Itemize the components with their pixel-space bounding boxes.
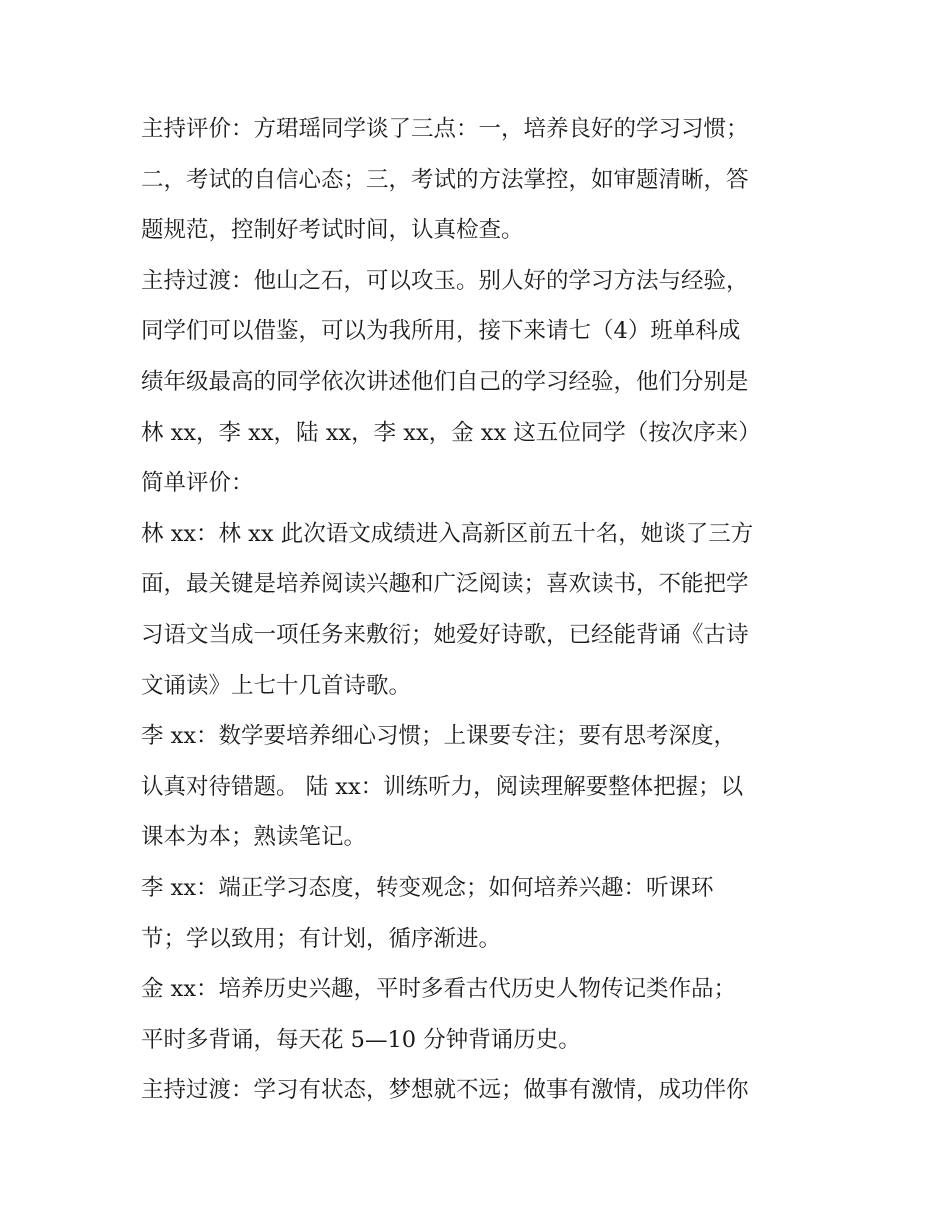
text-line: 林 xx：林 xx 此次语文成绩进入高新区前五十名，她谈了三方 [141, 520, 754, 547]
text-line: 课本为本；熟读笔记。 [141, 824, 367, 851]
text-line: 简单评价： [141, 470, 254, 497]
text-line: 题规范，控制好考试时间，认真检查。 [141, 217, 524, 244]
text-line: 主持过渡：学习有状态，梦想就不远；做事有激情，成功伴你 [141, 1077, 749, 1104]
text-line: 认真对待错题。 陆 xx：训练听力，阅读理解要整体把握；以 [141, 773, 744, 800]
text-line: 节；学以致用；有计划，循序渐进。 [141, 925, 502, 952]
text-line: 主持评价：方珺瑶同学谈了三点：一，培养良好的学习习惯； [141, 116, 749, 142]
text-line: 李 xx：端正学习态度，转变观念；如何培养兴趣：听课环 [141, 874, 714, 901]
text-line: 李 xx：数学要培养细心习惯；上课要专注；要有思考深度， [141, 723, 737, 750]
text-line: 主持过渡：他山之石，可以攻玉。别人好的学习方法与经验， [141, 267, 749, 294]
text-line: 绩年级最高的同学依次讲述他们自己的学习经验，他们分别是 [141, 368, 749, 395]
text-line: 面，最关键是培养阅读兴趣和广泛阅读；喜欢读书，不能把学 [141, 571, 749, 598]
text-line: 同学们可以借鉴，可以为我所用，接下来请七（4）班单科成 [141, 318, 741, 345]
text-line: 林 xx，李 xx，陆 xx，李 xx，金 xx 这五位同学（按次序来） [141, 419, 761, 446]
document-body [141, 104, 821, 1116]
text-line: 金 xx：培养历史兴趣，平时多看古代历史人物传记类作品； [141, 976, 737, 1003]
text-line: 平时多背诵，每天花 5—10 分钟背诵历史。 [141, 1026, 581, 1053]
text-line: 二，考试的自信心态；三，考试的方法掌控，如审题清晰，答 [141, 166, 749, 193]
text-line: 习语文当成一项任务来敷衍；她爱好诗歌，已经能背诵《古诗 [141, 621, 749, 648]
text-line: 文诵读》上七十几首诗歌。 [141, 672, 412, 699]
